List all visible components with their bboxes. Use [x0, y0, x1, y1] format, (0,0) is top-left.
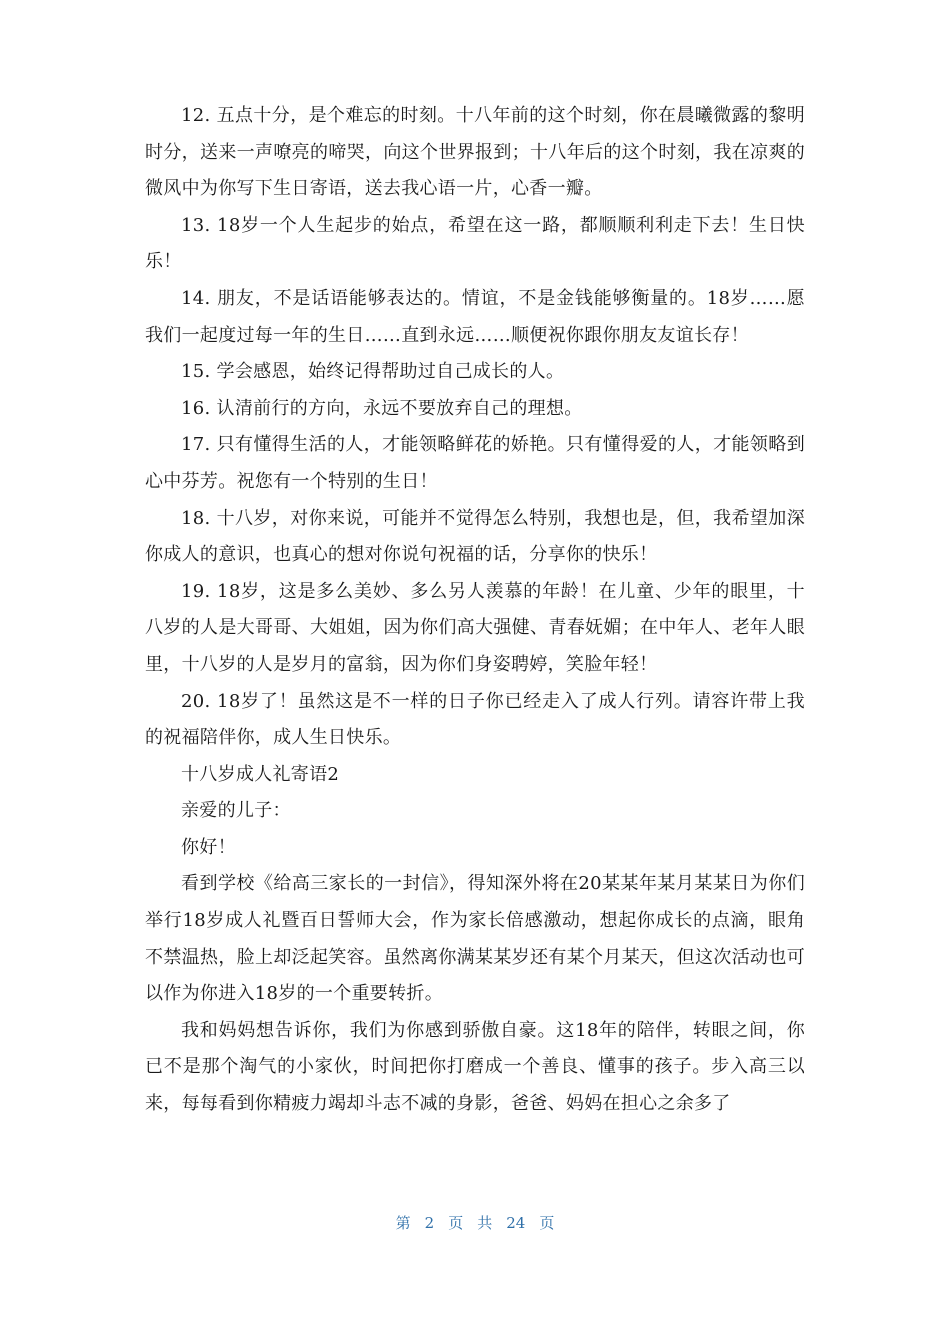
page-footer [0, 1212, 950, 1233]
paragraph-17: 17. 只有懂得生活的人，才能领略鲜花的娇艳。只有懂得爱的人，才能领略到心中芬芳。祝您有一个特别的生日！ [145, 434, 805, 492]
letter-paragraph-1: 看到学校《给高三家长的一封信》，得知深外将在20某某年某月某某日为你们举行18岁成人礼暨百日誓师大会，作为家长倍感激动，想起你成长的点滴，眼角不禁温热，脸上却泛起笑容。虽然离你满某某岁还有某个月某天，但这次活动也可以作为你进入18岁的一个重要转折。 [145, 873, 805, 1005]
paragraph-13: 13. 18岁一个人生起步的始点，希望在这一路，都顺顺利利走下去！生日快乐！ [145, 214, 805, 273]
letter-salutation: 亲爱的儿子： [181, 800, 291, 822]
section-heading: 十八岁成人礼寄语2 [181, 763, 340, 785]
footer-total-pages: 24 [506, 1214, 526, 1232]
paragraph-18: 18. 十八岁，对你来说，可能并不觉得怎么特别，我想也是，但，我希望加深你成人的意识，也真心的想对你说句祝福的话，分享你的快乐！ [145, 507, 805, 566]
document-body [145, 98, 805, 1123]
paragraph-15: 15. 学会感恩，始终记得帮助过自己成长的人。 [181, 361, 565, 383]
footer-current-page: 2 [424, 1214, 435, 1232]
letter-paragraph-2: 我和妈妈想告诉你，我们为你感到骄傲自豪。这18年的陪伴，转眼之间，你已不是那个淘气的小家伙，时间把你打磨成一个善良、懂事的孩子。步入高三以来，每每看到你精疲力竭却斗志不减的身影，爸爸、妈妈在担心之余多了 [145, 1019, 805, 1115]
footer-word-page-mid: 页 [448, 1214, 464, 1232]
footer-word-total: 共 [477, 1214, 493, 1232]
paragraph-14: 14. 朋友，不是话语能够表达的。情谊，不是金钱能够衡量的。18岁……愿我们一起度过每一年的生日……直到永远……顺便祝你跟你朋友友谊长存！ [145, 287, 805, 346]
paragraph-12: 12. 五点十分，是个难忘的时刻。十八年前的这个时刻，你在晨曦微露的黎明时分，送来一声嘹亮的啼哭，向这个世界报到；十八年后的这个时刻，我在凉爽的微风中为你写下生日寄语，送去我心语一片，心香一瓣。 [145, 105, 805, 200]
letter-greeting: 你好！ [181, 836, 236, 858]
footer-word-page-end: 页 [539, 1214, 555, 1232]
footer-word-page: 第 [395, 1214, 411, 1232]
paragraph-19: 19. 18岁，这是多么美妙、多么另人羡慕的年龄！在儿童、少年的眼里，十八岁的人是大哥哥、大姐姐，因为你们高大强健、青春妩媚；在中年人、老年人眼里，十八岁的人是岁月的富翁，因为你们身姿聘婷，笑脸年轻！ [145, 580, 805, 675]
paragraph-20: 20. 18岁了！虽然这是不一样的日子你已经走入了成人行列。请容许带上我的祝福陪伴你，成人生日快乐。 [145, 690, 805, 749]
paragraph-16: 16. 认清前行的方向，永远不要放弃自己的理想。 [181, 397, 583, 419]
